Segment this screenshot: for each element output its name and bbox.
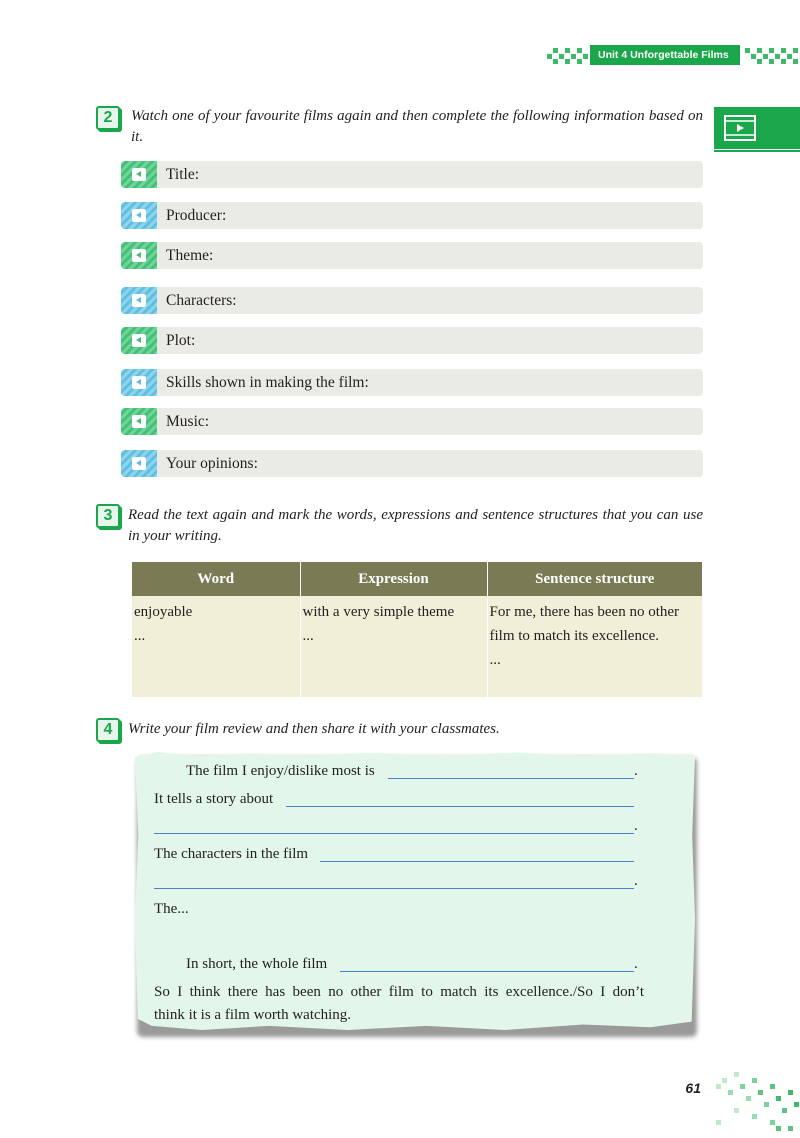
info-label: Plot: xyxy=(166,332,196,349)
page-number: 61 xyxy=(685,1080,701,1096)
info-row-title xyxy=(121,161,703,188)
review-line-1 xyxy=(186,758,375,785)
blank-conclusion[interactable] xyxy=(340,956,634,972)
unit-title: Unit 4 Unforgettable Films xyxy=(590,45,740,65)
section2-instruction: Watch one of your favourite films again and then complete the following information based on it. xyxy=(131,108,703,145)
info-row-characters xyxy=(121,287,703,314)
section-number-4: 4 xyxy=(96,718,120,742)
period: . xyxy=(634,873,638,889)
review-text: In short, the whole film xyxy=(186,956,328,972)
blank-story-continued[interactable] xyxy=(154,818,634,834)
table-header-word: Word xyxy=(132,562,300,596)
cell-line: ... xyxy=(134,628,146,644)
info-label: Characters: xyxy=(166,292,237,309)
review-text: The film I enjoy/dislike most is xyxy=(186,763,375,779)
arrow-left-icon xyxy=(121,450,157,477)
section3-instruction: Read the text again and mark the words, expressions and sentence structures that you can use in your writing. xyxy=(128,507,703,544)
period: . xyxy=(634,956,638,972)
review-text: The... xyxy=(154,901,189,917)
cell-line: ... xyxy=(489,652,501,668)
blank-story[interactable] xyxy=(286,791,634,807)
info-label: Skills shown in making the film: xyxy=(166,374,369,391)
arrow-left-icon xyxy=(121,287,157,314)
language-table xyxy=(132,562,702,697)
arrow-left-icon xyxy=(121,202,157,229)
arrow-left-icon xyxy=(121,161,157,188)
review-text: The characters in the film xyxy=(154,846,309,862)
cell-line: with a very simple theme xyxy=(302,604,455,620)
info-label: Your opinions: xyxy=(166,455,258,472)
info-row-plot xyxy=(121,327,703,354)
arrow-left-icon xyxy=(121,242,157,269)
period: . xyxy=(634,818,638,834)
side-tab xyxy=(714,107,800,149)
cell-line: film to match its excellence. xyxy=(489,628,660,644)
table-header-expression: Expression xyxy=(300,562,487,596)
section4-instruction: Write your film review and then share it with your classmates. xyxy=(128,721,500,737)
info-label: Title: xyxy=(166,166,200,183)
arrow-left-icon xyxy=(121,327,157,354)
info-label: Music: xyxy=(166,413,210,430)
review-text: think it is a film worth watching. xyxy=(154,1007,352,1023)
period: . xyxy=(634,763,638,779)
review-text: So I think there has been no other film to match its excellence./So I don’t xyxy=(154,984,644,1000)
table-cell-sentence xyxy=(487,596,702,697)
cell-line: ... xyxy=(302,628,314,644)
info-row-skills xyxy=(121,369,703,396)
info-row-producer xyxy=(121,202,703,229)
cell-line: enjoyable xyxy=(134,604,193,620)
info-row-theme xyxy=(121,242,703,269)
table-header-sentence: Sentence structure xyxy=(487,562,702,596)
blank-characters[interactable] xyxy=(320,846,634,862)
info-label: Theme: xyxy=(166,247,214,264)
info-row-music xyxy=(121,408,703,435)
film-play-icon xyxy=(724,115,756,141)
blank-film-title[interactable] xyxy=(388,763,634,779)
table-cell-expression xyxy=(300,596,487,697)
arrow-left-icon xyxy=(121,369,157,396)
info-label: Producer: xyxy=(166,207,227,224)
section-number-3: 3 xyxy=(96,504,120,528)
info-row-opinions xyxy=(121,450,703,477)
arrow-left-icon xyxy=(121,408,157,435)
blank-characters-continued[interactable] xyxy=(154,873,634,889)
review-text: It tells a story about xyxy=(154,791,274,807)
footer-pixel-decoration xyxy=(706,1070,800,1138)
section-number-2: 2 xyxy=(96,106,120,130)
cell-line: For me, there has been no other xyxy=(489,604,680,620)
table-cell-word xyxy=(132,596,300,697)
